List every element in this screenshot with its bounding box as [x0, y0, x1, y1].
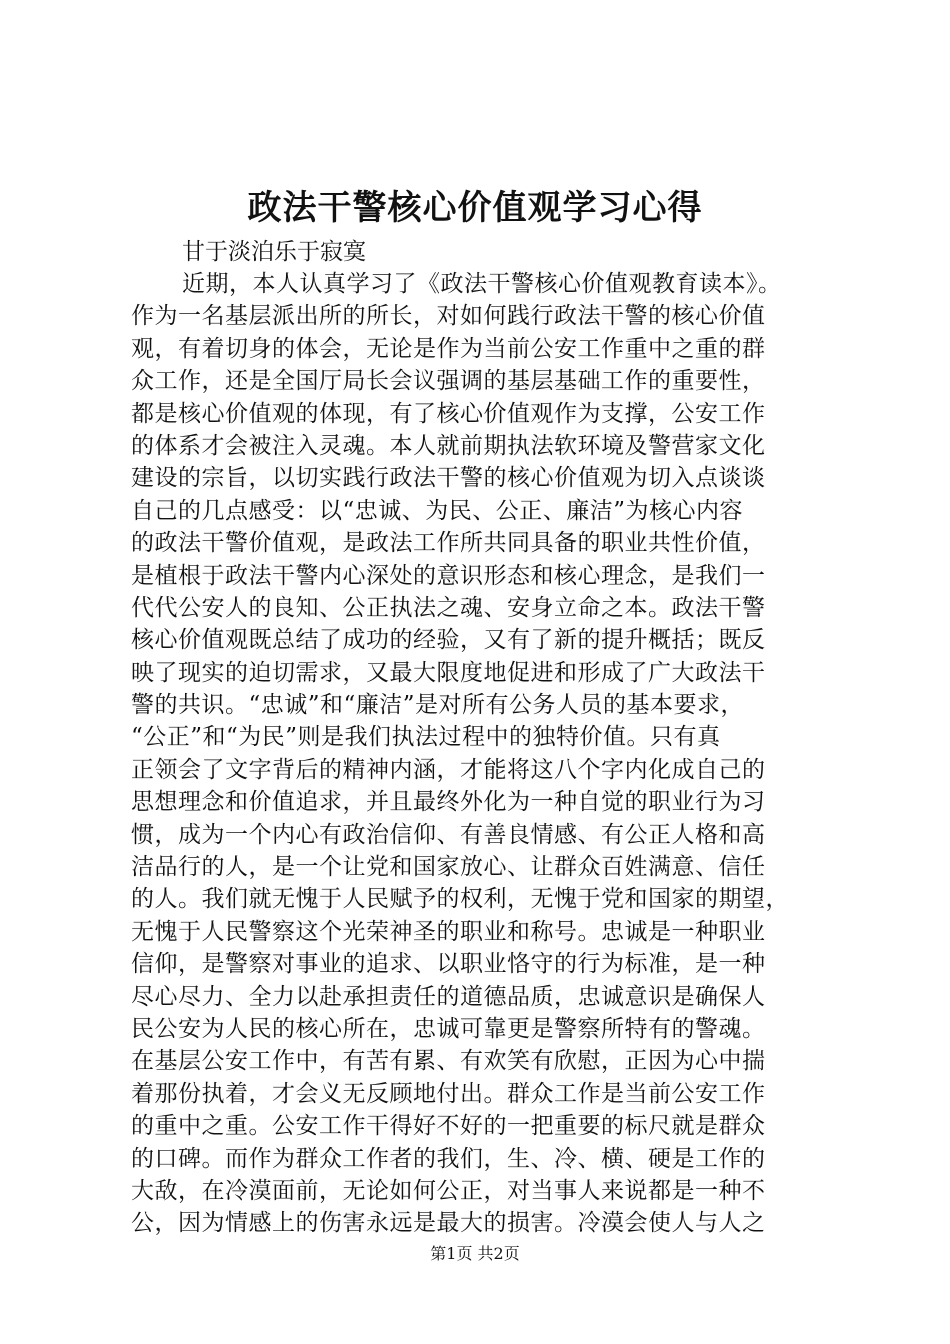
body-line: 核心价值观既总结了成功的经验，又有了新的提升概括；既反 — [131, 627, 766, 654]
body-line: 在基层公安工作中，有苦有累、有欢笑有欣慰，正因为心中揣 — [131, 1048, 766, 1075]
body-line: 代代公安人的良知、公正执法之魂、安身立命之本。政法干警 — [131, 594, 766, 621]
body-line: 惯，成为一个内心有政治信仰、有善良情感、有公正人格和高 — [131, 821, 766, 848]
body-line: 警的共识。“忠诚”和“廉洁”是对所有公务人员的基本要求， — [131, 692, 745, 719]
body-line: 映了现实的迫切需求，又最大限度地促进和形成了广大政法干 — [131, 659, 766, 686]
document-title: 政法干警核心价值观学习心得 — [247, 188, 703, 228]
body-line: 洁品行的人，是一个让党和国家放心、让群众百姓满意、信任 — [131, 854, 766, 881]
body-line: “公正”和“为民”则是我们执法过程中的独特价值。只有真 — [131, 724, 721, 751]
body-line: 着那份执着，才会义无反顾地付出。群众工作是当前公安工作 — [131, 1080, 766, 1107]
body-line: 尽心尽力、全力以赴承担责任的道德品质，忠诚意识是确保人 — [131, 983, 766, 1010]
body-line: 大敌，在冷漠面前，无论如何公正，对当事人来说都是一种不 — [131, 1177, 766, 1204]
page-number-footer: 第1页 共2页 — [430, 1244, 520, 1263]
body-line: 的重中之重。公安工作干得好不好的一把重要的标尺就是群众 — [131, 1113, 766, 1140]
body-line: 作为一名基层派出所的所长，对如何践行政法干警的核心价值 — [131, 303, 766, 330]
body-line: 的政法干警价值观，是政法工作所共同具备的职业共性价值， — [131, 530, 766, 557]
body-line: 众工作，还是全国厅局长会议强调的基层基础工作的重要性， — [131, 368, 766, 395]
body-line: 正领会了文字背后的精神内涵，才能将这八个字内化成自己的 — [131, 756, 766, 783]
body-line: 是植根于政法干警内心深处的意识形态和核心理念，是我们一 — [131, 562, 766, 589]
body-line: 自己的几点感受：以“忠诚、为民、公正、廉洁”为核心内容 — [131, 497, 744, 524]
body-line: 思想理念和价值追求，并且最终外化为一种自觉的职业行为习 — [131, 789, 766, 816]
body-line: 近期，本人认真学习了《政法干警核心价值观教育读本》。 — [182, 271, 782, 297]
body-line: 建设的宗旨，以切实践行政法干警的核心价值观为切入点谈谈 — [131, 465, 766, 492]
body-line: 无愧于人民警察这个光荣神圣的职业和称号。忠诚是一种职业 — [131, 918, 766, 945]
body-line: 民公安为人民的核心所在，忠诚可靠更是警察所特有的警魂。 — [131, 1015, 766, 1042]
document-subtitle: 甘于淡泊乐于寂寞 — [182, 239, 366, 265]
body-line: 的体系才会被注入灵魂。本人就前期执法软环境及警营家文化 — [131, 432, 766, 459]
body-line: 信仰，是警察对事业的追求、以职业恪守的行为标准，是一种 — [131, 951, 766, 978]
body-line: 观，有着切身的体会，无论是作为当前公安工作重中之重的群 — [131, 335, 766, 362]
body-line: 都是核心价值观的体现，有了核心价值观作为支撑，公安工作 — [131, 400, 766, 427]
document-body — [131, 268, 851, 1240]
body-line: 公，因为情感上的伤害永远是最大的损害。冷漠会使人与人之 — [131, 1210, 766, 1237]
body-line: 的人。我们就无愧于人民赋予的权利，无愧于党和国家的期望， — [131, 886, 789, 913]
body-line: 的口碑。而作为群众工作者的我们，生、冷、横、硬是工作的 — [131, 1145, 766, 1172]
